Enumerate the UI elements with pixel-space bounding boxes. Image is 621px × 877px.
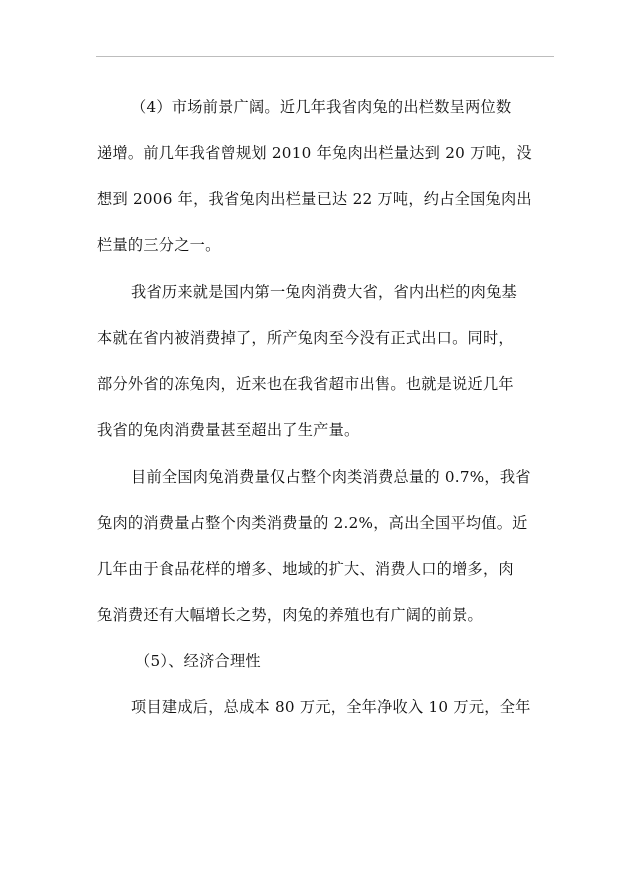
paragraph-line: 递增。前几年我省曾规划 2010 年兔肉出栏量达到 20 万吨，没 [97,144,532,162]
paragraph-line: （4）市场前景广阔。近几年我省肉兔的出栏数呈两位数 [131,98,512,116]
consumption-paragraph [97,282,557,440]
paragraph-line: 我省的兔肉消费量甚至超出了生产量。 [97,421,360,439]
paragraph-line: 兔消费还有大幅增长之势，肉兔的养殖也有广阔的前景。 [97,606,483,624]
paragraph-line: 项目建成后，总成本 80 万元，全年净收入 10 万元，全年 [131,698,531,716]
section-heading: （5）、经济合理性 [135,652,261,670]
document-body [97,97,557,717]
paragraph-line: 兔肉的消费量占整个肉类消费量的 2.2%，高出全国平均值。近 [97,514,528,532]
paragraph-line: 几年由于食品花样的增多、地域的扩大、消费人口的增多，肉 [97,560,514,578]
paragraph-line: 本就在省内被消费掉了，所产兔肉至今没有正式出口。同时， [97,329,514,347]
paragraph-line: 栏量的三分之一。 [97,236,221,254]
paragraph-line: 想到 2006 年，我省兔肉出栏量已达 22 万吨，约占全国兔肉出 [97,190,532,208]
paragraph-line: 部分外省的冻兔肉，近来也在我省超市出售。也就是说近几年 [97,375,514,393]
header-rule [96,56,554,57]
national-share-paragraph [97,467,557,625]
paragraph-line: 我省历来就是国内第一兔肉消费大省，省内出栏的肉兔基 [131,283,517,301]
market-prospect-paragraph [97,97,557,255]
paragraph-line: 目前全国肉兔消费量仅占整个肉类消费总量的 0.7%，我省 [131,468,531,486]
